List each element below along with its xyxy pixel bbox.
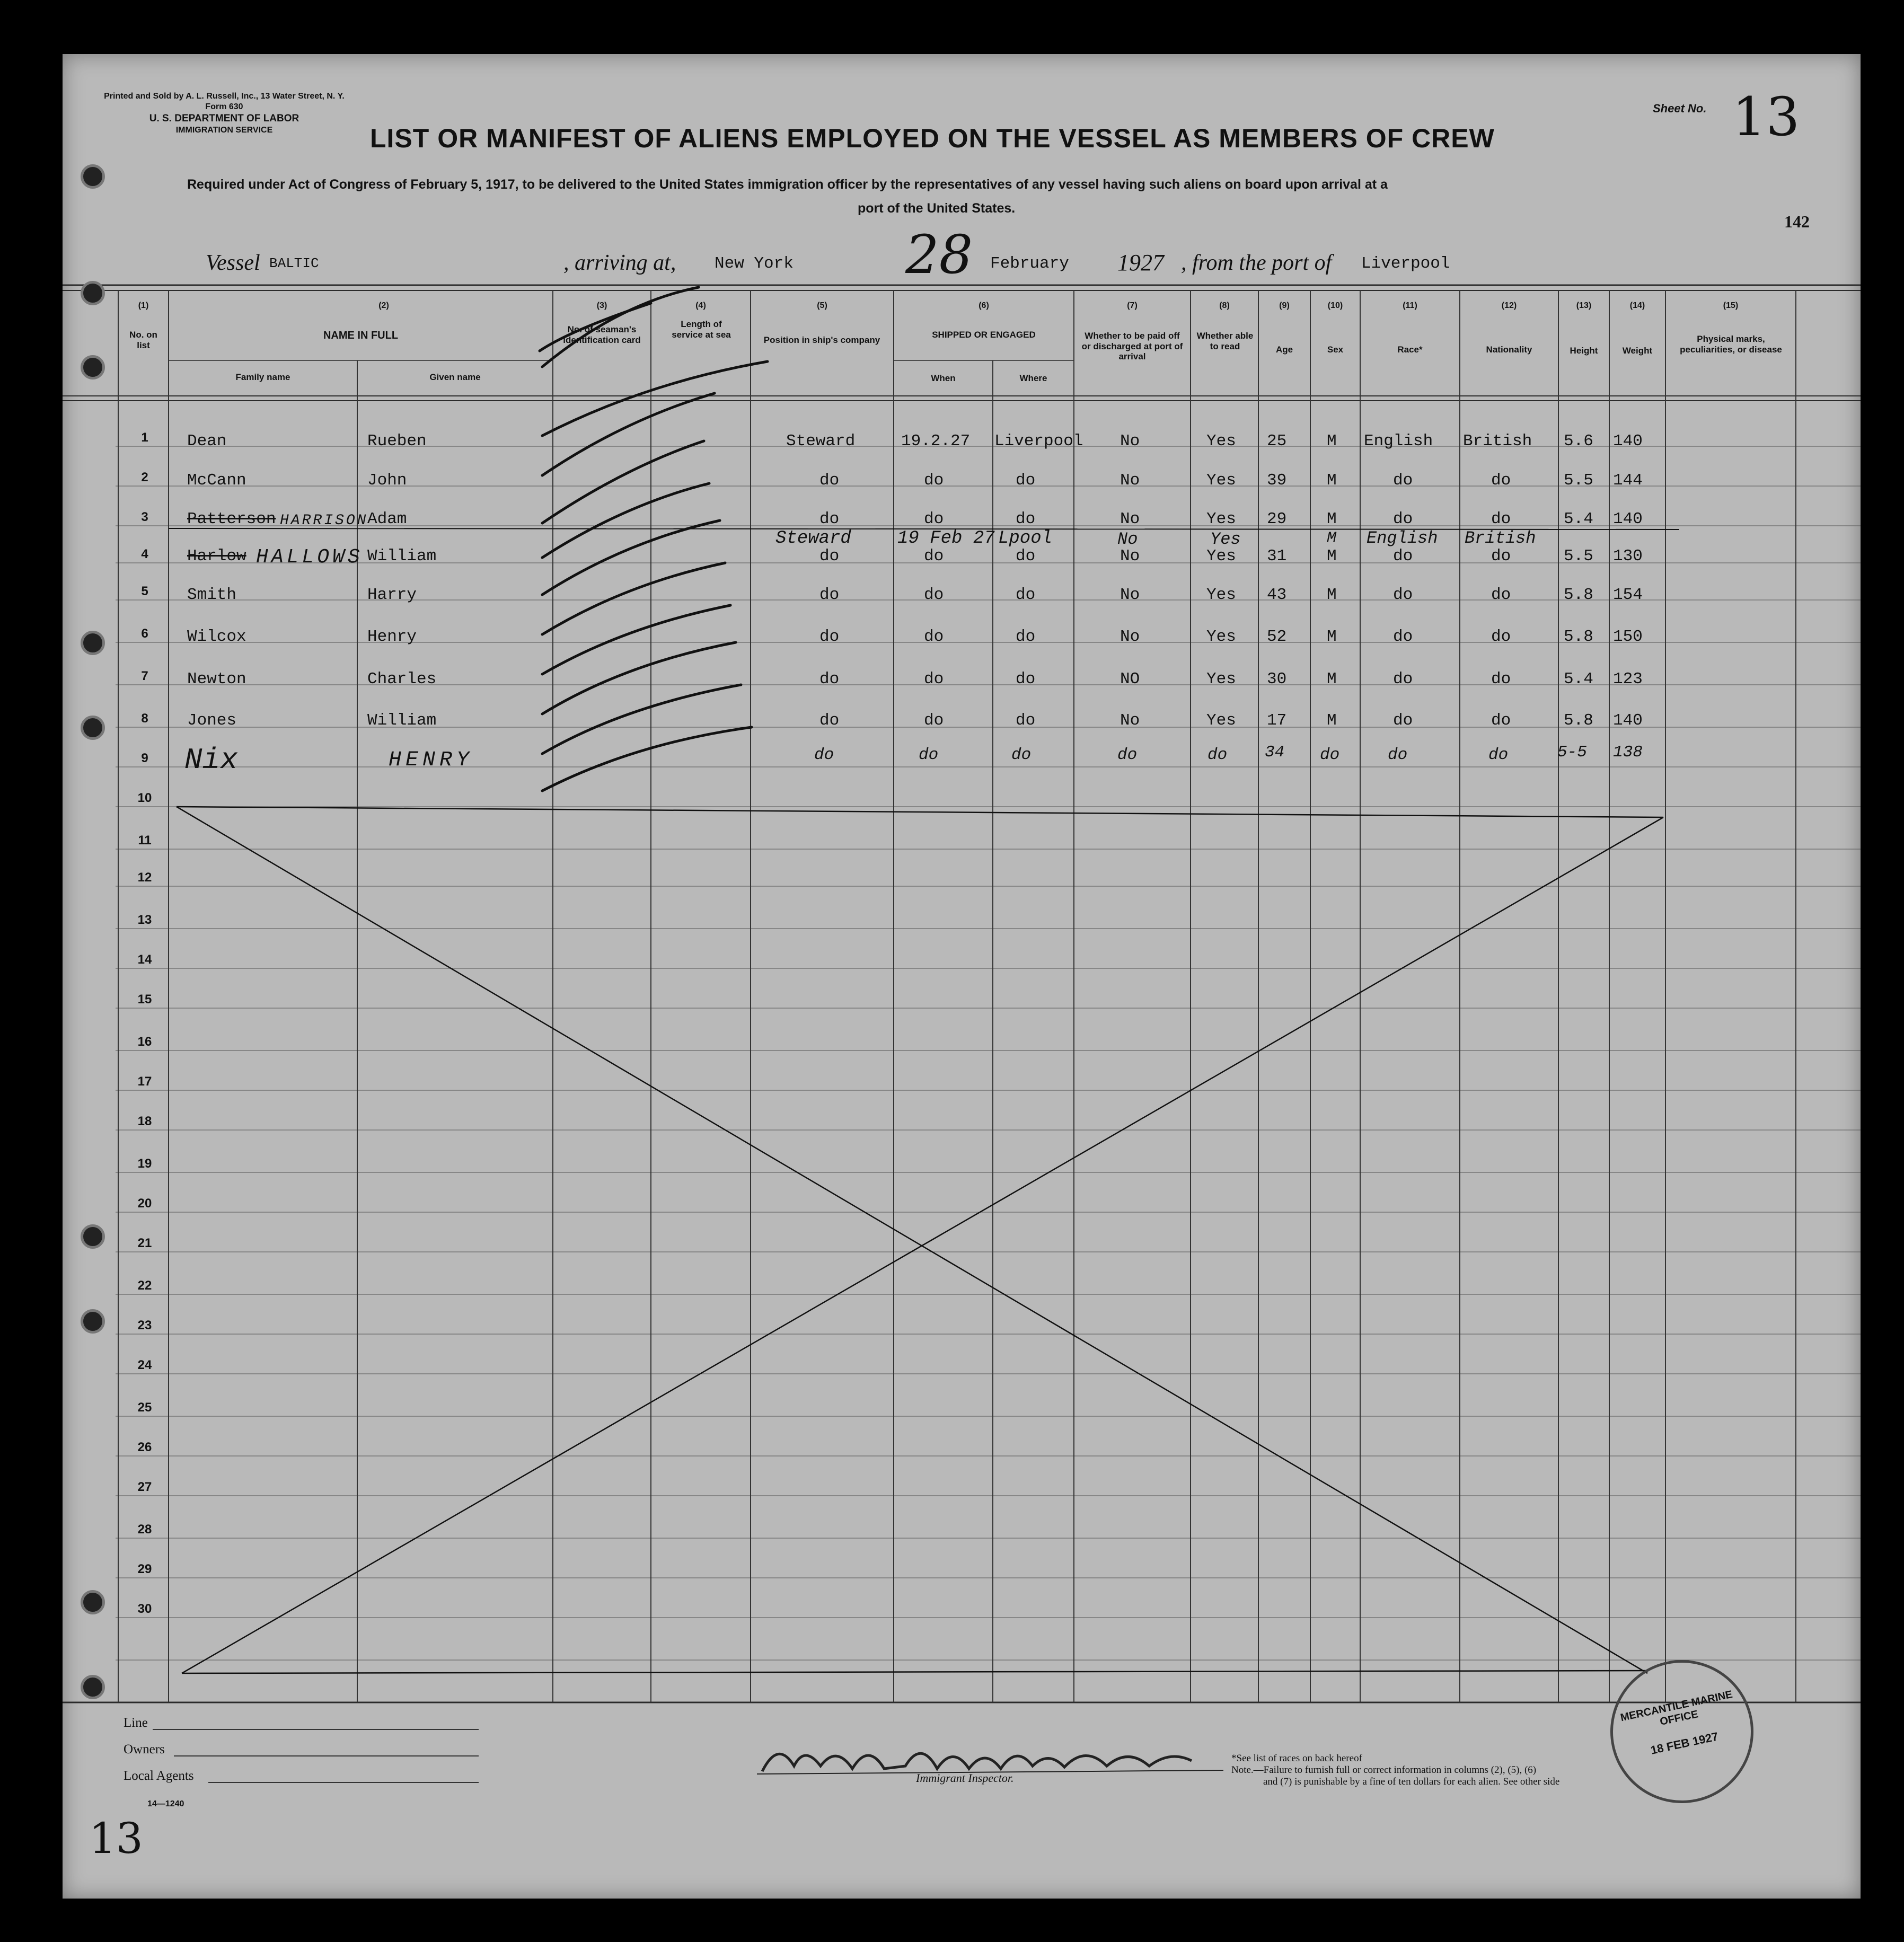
correction-position: Steward	[775, 528, 851, 549]
row-number: 19	[137, 1157, 152, 1171]
weight: 140	[1613, 510, 1643, 528]
colnum-15: (15)	[1723, 301, 1739, 310]
row-number: 9	[141, 751, 148, 765]
race: do	[1393, 711, 1413, 730]
row-number: 29	[137, 1562, 152, 1576]
family-name: Harlow	[187, 547, 246, 566]
position: do	[819, 628, 840, 646]
line-field	[153, 1729, 479, 1730]
sheet-number: 13	[1732, 86, 1800, 148]
weight: 140	[1613, 432, 1643, 451]
weight: 144	[1613, 471, 1643, 490]
height: 5.5	[1564, 547, 1593, 566]
correction-where: Lpool	[998, 528, 1053, 549]
row-number: 4	[141, 547, 148, 561]
able-read: Yes	[1206, 670, 1236, 688]
vertical-rules	[118, 290, 1796, 1702]
row-number: 14	[137, 952, 152, 967]
nationality: do	[1488, 746, 1509, 764]
punch-hole	[81, 631, 105, 655]
given-name: Adam	[367, 510, 407, 528]
paid-off: No	[1120, 586, 1140, 604]
head-seamans-card: No. of seaman's identification card	[563, 324, 641, 345]
subtitle-line1: Required under Act of Congress of February 5, 1917, to be delivered to the United States immigration officer by the representatives of any vessel having such aliens on board upon arrival at a	[187, 177, 1388, 192]
shipped-where: do	[1016, 586, 1036, 604]
row-number: 15	[137, 992, 152, 1007]
able-read: Yes	[1206, 432, 1236, 451]
colnum-11: (11)	[1403, 301, 1417, 310]
family-name: Smith	[187, 586, 237, 604]
paid-off: No	[1120, 547, 1140, 566]
family-name: Dean	[187, 432, 227, 451]
shipped-when: do	[924, 628, 944, 646]
row-number: 11	[138, 833, 152, 848]
head-age: Age	[1275, 345, 1293, 355]
shipped-when: do	[919, 746, 939, 764]
head-nationality: Nationality	[1486, 345, 1532, 355]
colnum-6: (6)	[979, 301, 989, 310]
age: 25	[1267, 432, 1287, 451]
weight: 123	[1613, 670, 1643, 688]
stamp-text: MERCANTILE MARINE OFFICE	[1619, 1688, 1734, 1728]
position: do	[819, 711, 840, 730]
colnum-8: (8)	[1219, 301, 1230, 310]
colnum-9: (9)	[1279, 301, 1290, 310]
position: do	[819, 547, 840, 566]
colnum-3: (3)	[596, 301, 607, 310]
correction-race: English	[1367, 528, 1438, 548]
paid-off: No	[1120, 711, 1140, 730]
head-height: Height	[1570, 346, 1598, 356]
row-number: 1	[141, 430, 148, 445]
head-no-on-list: No. on list	[129, 330, 157, 350]
row-number: 28	[137, 1522, 152, 1537]
correction-when: 19 Feb 27	[897, 528, 995, 549]
line-label: Line	[124, 1716, 148, 1730]
shipped-when: do	[924, 586, 944, 604]
race: do	[1388, 746, 1408, 764]
row-number: 22	[137, 1278, 152, 1293]
from-port: Liverpool	[1361, 254, 1450, 273]
age: 31	[1267, 547, 1287, 566]
note-failure: Note.—Failure to furnish full or correct information in columns (2), (5), (6)	[1231, 1764, 1537, 1776]
shipped-when: do	[924, 510, 944, 528]
sex: M	[1327, 547, 1337, 566]
correction-nationality: British	[1465, 528, 1536, 548]
punch-hole	[81, 716, 105, 740]
head-position: Position in ship's company	[763, 335, 880, 345]
nationality: do	[1491, 628, 1511, 646]
able-read: Yes	[1206, 510, 1236, 528]
shipped-where: do	[1016, 471, 1036, 490]
sex: M	[1327, 471, 1337, 490]
given-name: Harry	[367, 586, 417, 604]
corner-number: 13	[89, 1814, 143, 1863]
nationality: do	[1491, 711, 1511, 730]
row-number: 21	[137, 1236, 152, 1250]
vessel-name: BALTIC	[269, 255, 319, 271]
head-physical: Physical marks, peculiarities, or disease	[1680, 334, 1782, 355]
sex: M	[1327, 670, 1337, 688]
able-read: Yes	[1206, 628, 1236, 646]
correction-sex: M	[1327, 529, 1337, 548]
owners-label: Owners	[124, 1742, 165, 1756]
row-number: 2	[141, 470, 148, 484]
race: do	[1393, 510, 1413, 528]
form-line: Form 630	[205, 102, 243, 111]
family-name: McCann	[187, 471, 246, 490]
printer-line: Printed and Sold by A. L. Russell, Inc., 13 Water Street, N. Y.	[104, 92, 345, 101]
row-number: 27	[137, 1480, 152, 1494]
row-number: 17	[137, 1074, 152, 1089]
paid-off: do	[1117, 746, 1138, 764]
paid-off: No	[1120, 471, 1140, 490]
head-when: When	[931, 373, 956, 383]
height: 5.8	[1564, 586, 1593, 604]
row-number: 5	[141, 584, 148, 598]
arrival-year: 1927	[1117, 250, 1164, 276]
row-number: 8	[141, 711, 148, 726]
position: Steward	[786, 432, 856, 451]
agents-field	[208, 1782, 479, 1783]
note-races: *See list of races on back hereof	[1231, 1753, 1362, 1764]
able-read: Yes	[1206, 547, 1236, 566]
age: 43	[1267, 586, 1287, 604]
row-number: 10	[137, 791, 152, 805]
from-label: , from the port of	[1181, 251, 1332, 275]
head-sex: Sex	[1327, 345, 1344, 355]
nationality: do	[1491, 471, 1511, 490]
height: 5.8	[1564, 628, 1593, 646]
shipped-where: do	[1016, 628, 1036, 646]
given-name: HENRY	[389, 748, 474, 772]
family-name: Jones	[187, 711, 237, 730]
sex: M	[1327, 510, 1337, 528]
given-name: Rueben	[367, 432, 427, 451]
correction-hallows: HALLOWS	[256, 546, 363, 569]
position: do	[819, 471, 840, 490]
row-number: 25	[137, 1400, 152, 1415]
race: do	[1393, 471, 1413, 490]
colnum-4: (4)	[695, 301, 706, 310]
shipped-when: do	[924, 547, 944, 566]
sex: M	[1327, 628, 1337, 646]
row-number: 30	[137, 1602, 152, 1616]
shipped-when: do	[924, 471, 944, 490]
colnum-13: (13)	[1576, 301, 1592, 310]
arrival-day: 28	[905, 224, 973, 286]
arriving-port: New York	[715, 254, 794, 273]
race: do	[1393, 628, 1413, 646]
correction-paid: No	[1117, 529, 1138, 549]
sex: do	[1320, 746, 1340, 764]
row-number: 26	[137, 1440, 152, 1454]
head-family-name: Family name	[235, 372, 290, 382]
position: do	[819, 586, 840, 604]
punch-hole	[81, 164, 105, 189]
able-read: Yes	[1206, 471, 1236, 490]
arrival-month: February	[990, 254, 1069, 273]
head-weight: Weight	[1622, 346, 1653, 356]
row-number: 20	[137, 1196, 152, 1211]
nationality: do	[1491, 547, 1511, 566]
race: do	[1393, 586, 1413, 604]
age: 34	[1265, 743, 1285, 762]
position: do	[814, 746, 834, 764]
row-number: 24	[137, 1358, 152, 1372]
colnum-1: (1)	[138, 301, 149, 310]
correction-read: Yes	[1210, 529, 1241, 549]
row-number: 16	[137, 1035, 152, 1049]
head-race: Race*	[1397, 345, 1423, 355]
inspector-label: Immigrant Inspector.	[916, 1771, 1014, 1785]
race: do	[1393, 547, 1413, 566]
punch-hole	[81, 281, 105, 305]
height: 5-5	[1557, 743, 1587, 762]
height: 5.4	[1564, 510, 1593, 528]
row-number: 3	[141, 510, 148, 524]
punch-hole	[81, 1590, 105, 1614]
weight: 130	[1613, 547, 1643, 566]
nationality: do	[1491, 510, 1511, 528]
given-name: John	[367, 471, 407, 490]
row-number: 6	[141, 626, 148, 641]
height: 5.4	[1564, 670, 1593, 688]
page-number: 142	[1784, 212, 1810, 231]
weight: 140	[1613, 711, 1643, 730]
department-line: U. S. DEPARTMENT OF LABOR	[149, 113, 299, 124]
given-name: William	[367, 547, 437, 566]
position: do	[819, 670, 840, 688]
shipped-where: do	[1016, 711, 1036, 730]
sex: M	[1327, 586, 1337, 604]
height: 5.6	[1564, 432, 1593, 451]
row-number: 13	[137, 913, 152, 927]
punch-hole	[81, 1675, 105, 1699]
shipped-where: Liverpool	[994, 432, 1083, 451]
arriving-label: , arriving at,	[563, 251, 676, 275]
punch-hole	[81, 1309, 105, 1334]
age: 29	[1267, 510, 1287, 528]
age: 17	[1267, 711, 1287, 730]
colnum-5: (5)	[817, 301, 827, 310]
vessel-label: Vessel	[206, 251, 260, 275]
row-number: 18	[137, 1114, 152, 1128]
head-where: Where	[1019, 373, 1047, 383]
head-able-read: Whether able to read	[1196, 331, 1254, 351]
service-line: IMMIGRATION SERVICE	[175, 125, 273, 135]
family-name: Nix	[184, 743, 238, 777]
row-number: 12	[137, 870, 152, 885]
form-title: LIST OR MANIFEST OF ALIENS EMPLOYED ON THE VESSEL AS MEMBERS OF CREW	[370, 123, 1495, 153]
height: 5.8	[1564, 711, 1593, 730]
paid-off: NO	[1120, 670, 1140, 688]
owners-field	[174, 1755, 479, 1756]
position: do	[819, 510, 840, 528]
nationality: do	[1491, 670, 1511, 688]
head-given-name: Given name	[429, 372, 481, 382]
given-name: Charles	[367, 670, 437, 688]
able-read: Yes	[1206, 711, 1236, 730]
row-number: 7	[141, 669, 148, 683]
paid-off: No	[1120, 628, 1140, 646]
given-name: Henry	[367, 628, 417, 646]
row-number: 23	[137, 1318, 152, 1332]
head-name-in-full: NAME IN FULL	[323, 330, 399, 341]
sex: M	[1327, 711, 1337, 730]
able-read: Yes	[1206, 586, 1236, 604]
colnum-10: (10)	[1327, 301, 1343, 310]
sex: M	[1327, 432, 1337, 451]
height: 5.5	[1564, 471, 1593, 490]
note-fine: and (7) is punishable by a fine of ten dollars for each alien. See other side	[1263, 1776, 1560, 1787]
race: do	[1393, 670, 1413, 688]
shipped-where: do	[1016, 670, 1036, 688]
head-shipped: SHIPPED OR ENGAGED	[932, 330, 1036, 340]
subtitle-line2: port of the United States.	[858, 201, 1016, 216]
nationality: British	[1463, 432, 1532, 451]
shipped-where: do	[1016, 547, 1036, 566]
cancellation-cross	[169, 528, 1679, 1673]
stamp-date: 18 FEB 1927	[1649, 1729, 1720, 1757]
colnum-7: (7)	[1127, 301, 1138, 310]
age: 52	[1267, 628, 1287, 646]
paid-off: No	[1120, 510, 1140, 528]
punch-hole	[81, 355, 105, 379]
agents-label: Local Agents	[124, 1769, 194, 1783]
head-paid-off: Whether to be paid off or discharged at port of arrival	[1081, 331, 1183, 362]
pen-strokes	[540, 287, 768, 791]
given-name: William	[367, 711, 437, 730]
shipped-where: do	[1016, 510, 1036, 528]
shipped-where: do	[1011, 746, 1032, 764]
footer-notes	[1231, 1753, 1559, 1788]
family-name: Patterson	[187, 510, 276, 528]
family-name: Newton	[187, 670, 246, 688]
paid-off: No	[1120, 432, 1140, 451]
family-name: Wilcox	[187, 628, 246, 646]
correction-harrison: HARRISON	[280, 513, 368, 529]
punch-hole	[81, 1224, 105, 1249]
shipped-when: do	[924, 711, 944, 730]
shipped-when: do	[924, 670, 944, 688]
colnum-14: (14)	[1629, 301, 1645, 310]
colnum-2: (2)	[378, 301, 389, 310]
age: 39	[1267, 471, 1287, 490]
manifest-sheet	[63, 54, 1861, 1899]
weight: 138	[1613, 743, 1643, 762]
head-length-service: Length of service at sea	[672, 319, 731, 340]
weight: 154	[1613, 586, 1643, 604]
shipped-when: 19.2.27	[901, 432, 971, 451]
race: English	[1364, 432, 1433, 451]
sheet-label: Sheet No.	[1653, 102, 1707, 115]
colnum-12: (12)	[1501, 301, 1517, 310]
age: 30	[1267, 670, 1287, 688]
able-read: do	[1207, 746, 1228, 764]
nationality: do	[1491, 586, 1511, 604]
form-code: 14—1240	[147, 1799, 184, 1808]
weight: 150	[1613, 628, 1643, 646]
